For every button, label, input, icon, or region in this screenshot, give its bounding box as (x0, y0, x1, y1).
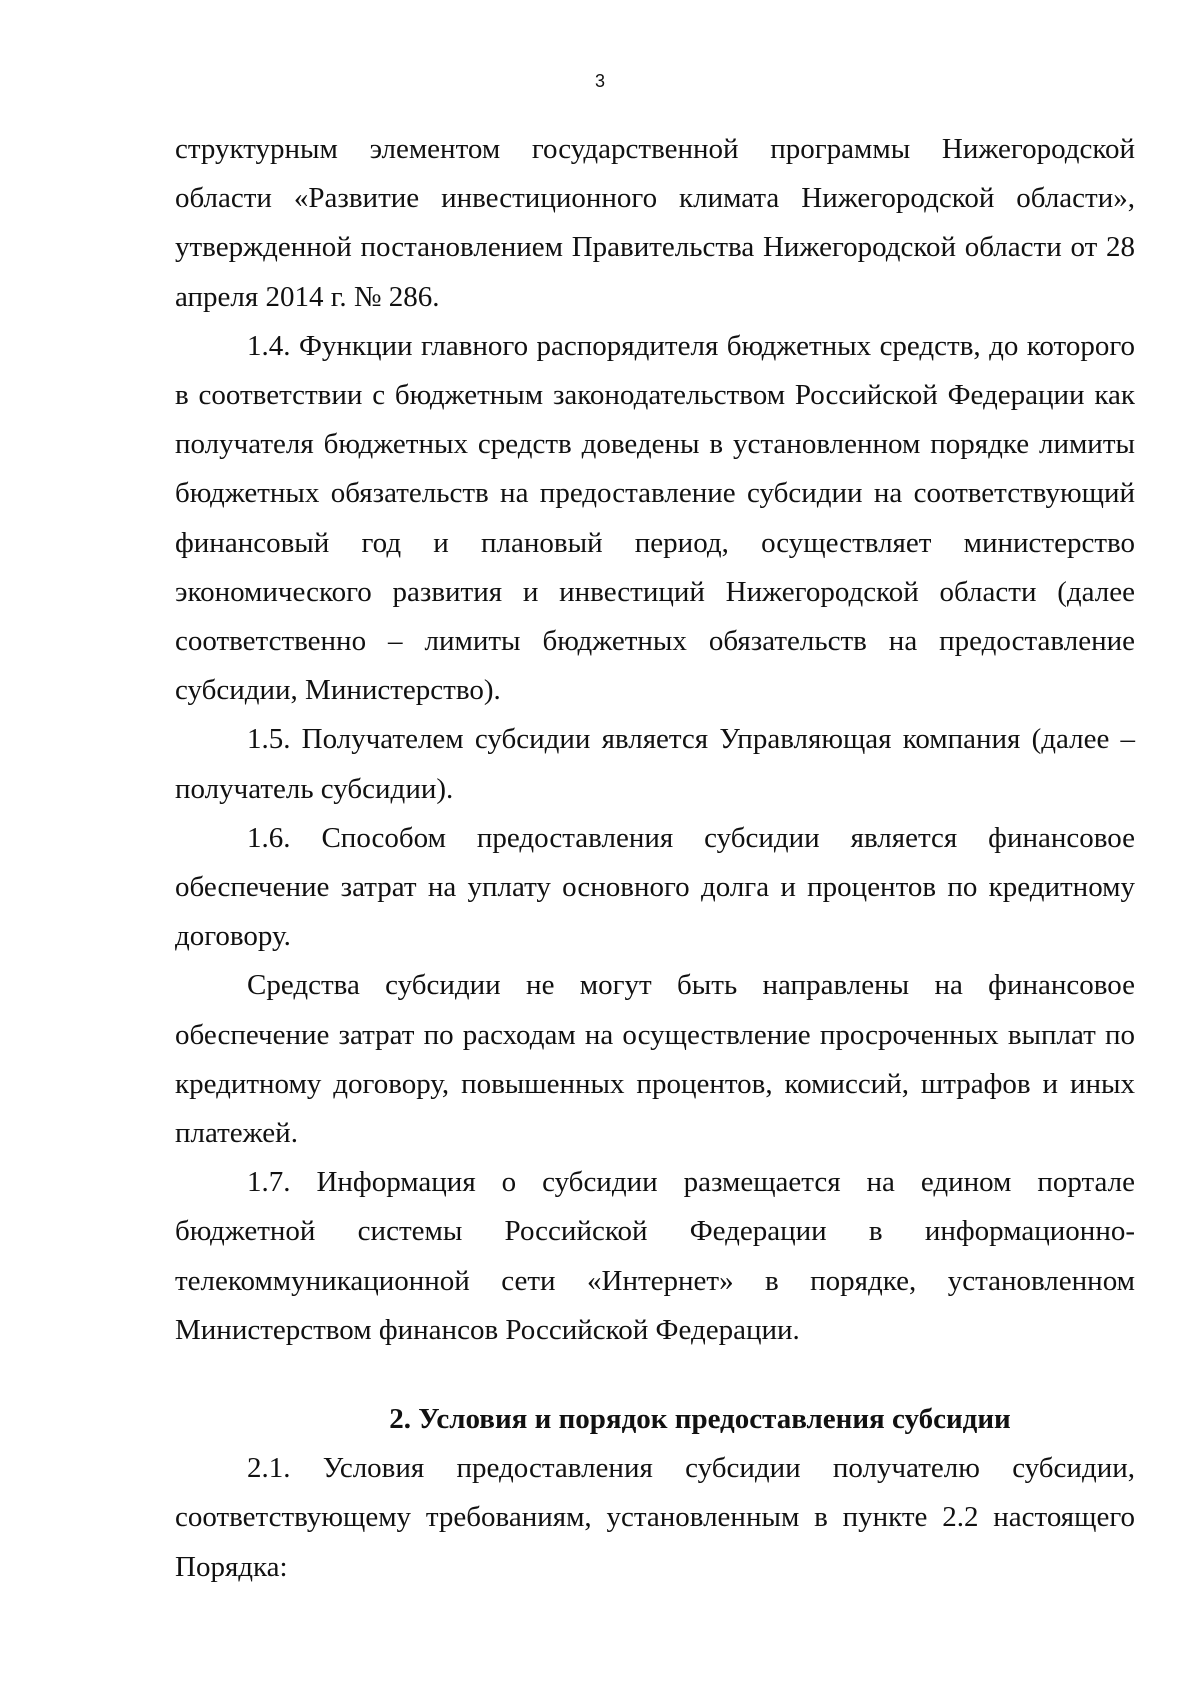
paragraph-1-7: 1.7. Информация о субсидии размещается на едином портале бюджетной системы Российской Федерации в информационно-телекоммуникационной сети «Интернет» в порядке, установленном Министерством финансов Российской Федерации. (175, 1166, 1135, 1346)
section-spacer (175, 1355, 1135, 1395)
section-2-heading: 2. Условия и порядок предоставления субсидии (389, 1403, 1011, 1436)
paragraph-2-1: 2.1. Условия предоставления субсидии получателю субсидии, соответствующему требованиям, установленным в пункте 2.2 настоящего Порядка: (175, 1452, 1135, 1583)
paragraph-1-6-funds: Средства субсидии не могут быть направлены на финансовое обеспечение затрат по расходам на осуществление просроченных выплат по кредитному договору, повышенных процентов, комиссий, штрафов и иных платежей. (175, 969, 1135, 1150)
paragraph-1-6: 1.6. Способом предоставления субсидии является финансовое обеспечение затрат на уплату основного долга и процентов по кредитному договору. (175, 821, 1135, 953)
document-body (175, 125, 1135, 1592)
page-number: 3 (594, 71, 605, 91)
paragraph-1-5: 1.5. Получателем субсидии является Управляющая компания (далее – получатель субсидии). (175, 723, 1135, 805)
paragraph-continuation: структурным элементом государственной программы Нижегородской области «Развитие инвестиционного климата Нижегородской области», утвержденной постановлением Правительства Нижегородской области от 28 апреля 2014 г. № 286. (175, 133, 1135, 313)
paragraph-1-4: 1.4. Функции главного распорядителя бюджетных средств, до которого в соответствии с бюджетным законодательством Российской Федерации как получателя бюджетных средств доведены в установленном порядке лимиты бюджетных обязательств на предоставление субсидии на соответствующий финансовый год и плановый период, осуществляет министерство экономического развития и инвестиций Нижегородской области (далее соответственно – лимиты бюджетных обязательств на предоставление субсидии, Министерство). (175, 329, 1135, 707)
